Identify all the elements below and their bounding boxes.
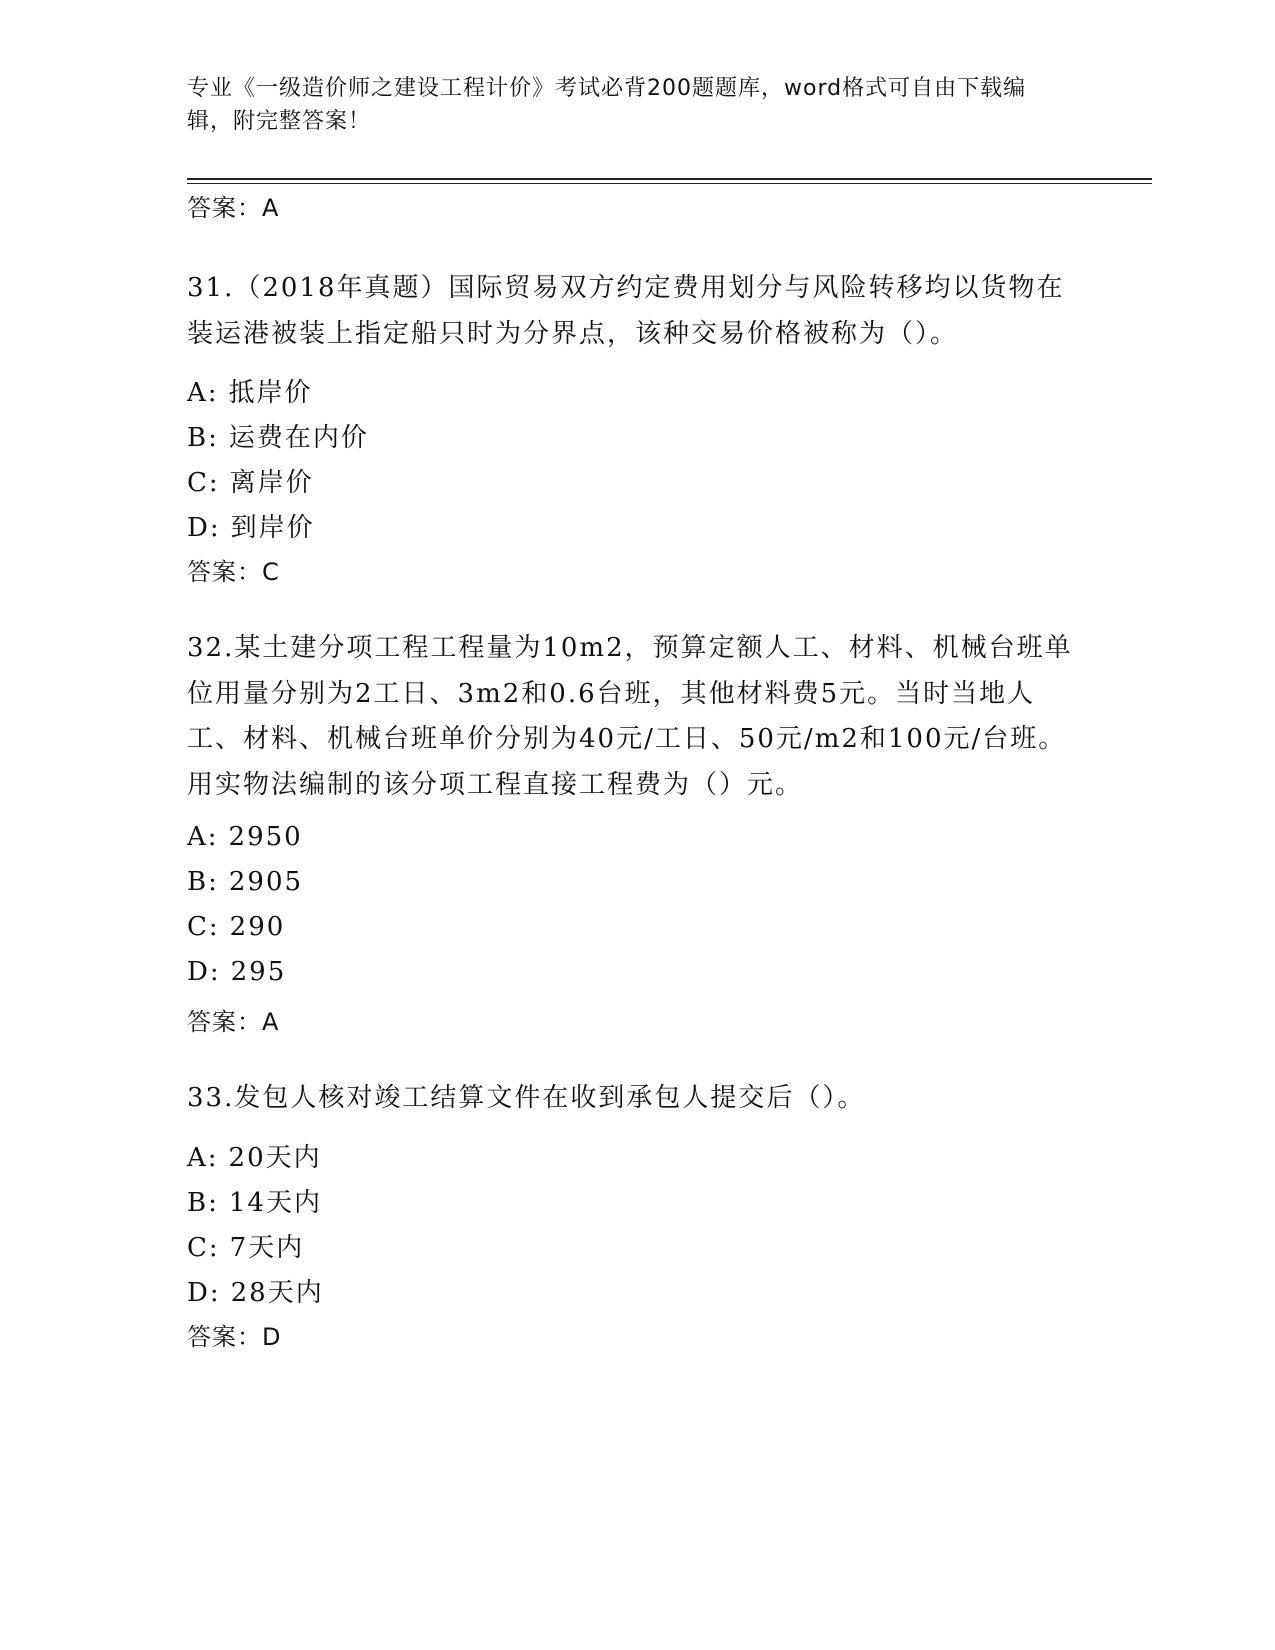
option-text: 28天内 xyxy=(230,1278,324,1308)
option-text: 20天内 xyxy=(228,1143,322,1173)
option-letter: D: xyxy=(187,957,221,987)
option-letter: D: xyxy=(187,513,221,543)
option-text: 290 xyxy=(229,912,286,942)
option-text: 离岸价 xyxy=(229,468,314,498)
option-text: 抵岸价 xyxy=(228,378,313,408)
question-33-option-c xyxy=(187,1227,304,1264)
option-letter: C: xyxy=(187,468,220,498)
question-31-option-b xyxy=(187,417,369,454)
question-33-text: 33.发包人核对竣工结算文件在收到承包人提交后（）。 xyxy=(187,1083,866,1113)
option-letter: A: xyxy=(187,378,219,408)
option-letter: C: xyxy=(187,1233,220,1263)
question-31-option-c xyxy=(187,462,314,499)
option-text: 2905 xyxy=(228,867,304,897)
option-text: 运费在内价 xyxy=(228,423,369,453)
option-letter: B: xyxy=(187,1188,219,1218)
previous-answer: 答案：A xyxy=(187,194,280,222)
option-text: 2950 xyxy=(228,822,303,852)
question-33-option-a xyxy=(187,1137,322,1174)
option-letter: C: xyxy=(187,912,220,942)
option-text: 295 xyxy=(230,957,287,987)
question-33-answer: 答案：D xyxy=(187,1323,282,1351)
option-letter: A: xyxy=(187,1143,219,1173)
option-text: 7天内 xyxy=(229,1233,305,1263)
question-32-text: 32.某土建分项工程工程量为10m2，预算定额人工、材料、机械台班单位用量分别为2工日、3m2和0.6台班，其他材料费5元。当时当地人工、材料、机械台班单价分别为40元/工日、50元/m2和100元/台班。用实物法编制的该分项工程直接工程费为（）元。 xyxy=(187,633,1073,800)
question-33-option-b xyxy=(187,1182,322,1219)
question-32-option-b xyxy=(187,867,303,897)
header-rule-thin xyxy=(187,183,1152,184)
document-header: 专业《一级造价师之建设工程计价》考试必背200题题库，word格式可自由下载编辑，附完整答案！ xyxy=(187,76,1027,134)
option-letter: A: xyxy=(187,822,219,852)
question-32-answer: 答案：A xyxy=(187,1008,280,1036)
question-31-option-a xyxy=(187,372,313,409)
option-text: 到岸价 xyxy=(230,513,315,543)
header-rule xyxy=(187,178,1152,180)
question-31-answer: 答案：C xyxy=(187,558,280,586)
option-text: 14天内 xyxy=(228,1188,322,1218)
question-32-option-a xyxy=(187,822,303,852)
option-letter: B: xyxy=(187,867,219,897)
option-letter: D: xyxy=(187,1278,221,1308)
question-32-option-d xyxy=(187,957,286,987)
question-31-text: 31.（2018年真题）国际贸易双方约定费用划分与风险转移均以货物在装运港被装上指定船只时为分界点，该种交易价格被称为（）。 xyxy=(187,273,1065,349)
question-32-option-c xyxy=(187,912,285,942)
question-33-option-d xyxy=(187,1272,324,1309)
question-31-option-d xyxy=(187,507,315,544)
option-letter: B: xyxy=(187,423,219,453)
